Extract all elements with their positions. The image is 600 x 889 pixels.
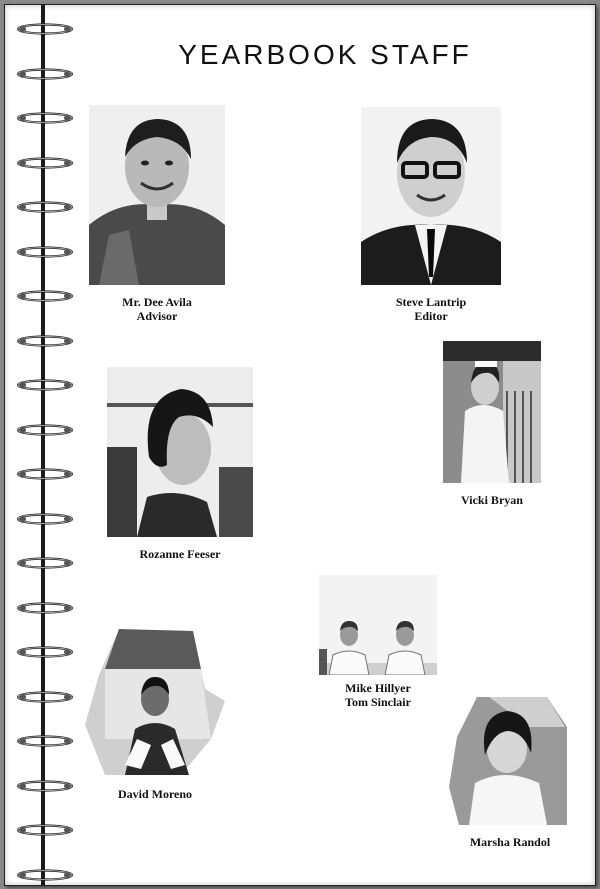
staff-name: David Moreno bbox=[117, 787, 193, 801]
spiral-ring bbox=[15, 780, 75, 792]
caption-dee-avila bbox=[89, 295, 225, 323]
spiral-ring bbox=[15, 68, 75, 80]
caption-steve-lantrip bbox=[361, 295, 501, 323]
spiral-ring bbox=[15, 468, 75, 480]
staff-name: Marsha Randol bbox=[469, 835, 551, 849]
staff-name: Mr. Dee Avila bbox=[122, 295, 192, 309]
spiral-ring bbox=[15, 112, 75, 124]
photo-steve-lantrip bbox=[361, 107, 501, 285]
spiral-ring bbox=[15, 424, 75, 436]
spiral-ring bbox=[15, 290, 75, 302]
caption-marsha-randol bbox=[445, 835, 575, 849]
page-title: YEARBOOK STAFF bbox=[178, 39, 472, 70]
spiral-ring bbox=[15, 201, 75, 213]
spiral-ring bbox=[15, 557, 75, 569]
spiral-ring bbox=[15, 646, 75, 658]
photo-dee-avila bbox=[89, 105, 225, 285]
spiral-ring bbox=[15, 735, 75, 747]
staff-name: Mike Hillyer bbox=[345, 681, 411, 695]
spiral-ring bbox=[15, 824, 75, 836]
photo-mike-hillyer-tom-sinclair bbox=[319, 575, 437, 675]
spiral-ring bbox=[15, 246, 75, 258]
spiral-ring bbox=[15, 869, 75, 881]
caption-david-moreno bbox=[85, 787, 225, 801]
photo-david-moreno bbox=[85, 629, 225, 775]
spiral-ring bbox=[15, 602, 75, 614]
spiral-ring bbox=[15, 23, 75, 35]
staff-name: Vicki Bryan bbox=[461, 493, 523, 507]
staff-name: Rozanne Feeser bbox=[139, 547, 221, 561]
caption-mike-hillyer-tom-sinclair bbox=[319, 681, 437, 709]
spiral-spine bbox=[41, 5, 45, 885]
staff-name: Steve Lantrip bbox=[395, 295, 467, 309]
spiral-ring bbox=[15, 157, 75, 169]
photo-marsha-randol bbox=[449, 697, 567, 825]
staff-role: Advisor bbox=[136, 309, 178, 323]
caption-vicki-bryan bbox=[443, 493, 541, 507]
photo-vicki-bryan bbox=[443, 341, 541, 483]
yearbook-page bbox=[4, 4, 596, 886]
spiral-ring bbox=[15, 513, 75, 525]
spiral-ring bbox=[15, 379, 75, 391]
photo-rozanne-feeser bbox=[107, 367, 253, 537]
caption-rozanne-feeser bbox=[107, 547, 253, 561]
spiral-ring bbox=[15, 691, 75, 703]
spiral-ring bbox=[15, 335, 75, 347]
staff-role: Editor bbox=[414, 309, 448, 323]
staff-name: Tom Sinclair bbox=[345, 695, 411, 709]
